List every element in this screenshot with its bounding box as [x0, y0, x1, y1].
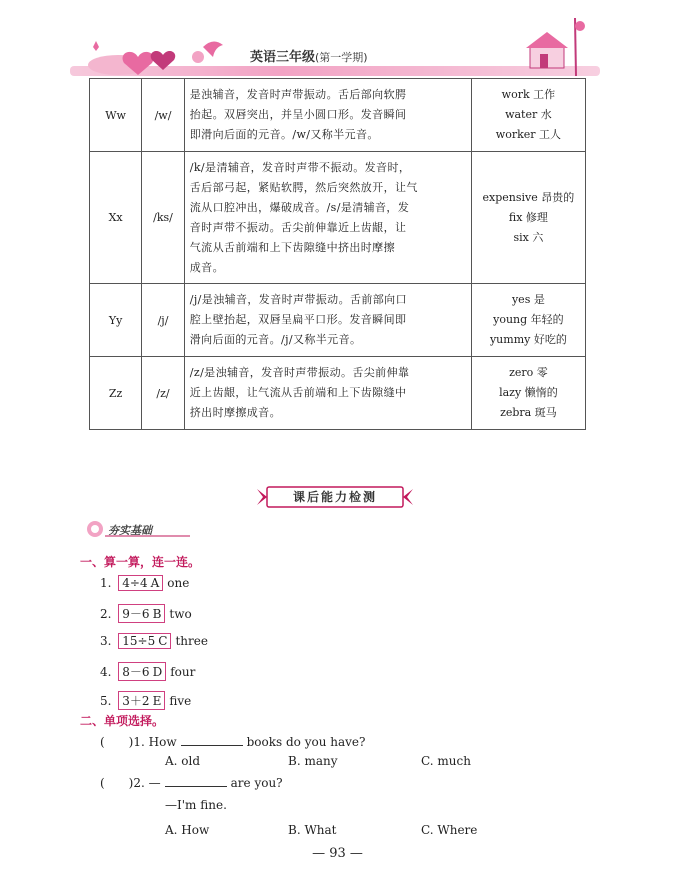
phonics-description	[184, 284, 471, 357]
match-number: 4.	[100, 665, 112, 679]
phonics-row	[90, 357, 586, 430]
question-stem	[100, 774, 283, 791]
description-line: 近上齿龈，让气流从舌前端和上下齿隙缝中	[189, 386, 407, 399]
phonics-words	[471, 284, 585, 357]
description-line: 是浊辅音，发音时声带振动。舌后部向软腭	[189, 88, 407, 101]
sub-badge-label: 夯实基础	[108, 524, 152, 537]
description-line: 音时声带不振动。舌尖前伸靠近上齿龈，让	[189, 220, 407, 234]
header-title-sub: (第一学期)	[315, 51, 368, 64]
match-word[interactable]: four	[170, 665, 196, 679]
match-expression: 15÷5	[122, 634, 156, 648]
phonics-letter: Zz	[90, 357, 142, 430]
match-number: 3.	[100, 634, 112, 648]
answer-blank[interactable]	[165, 776, 227, 787]
phonics-words	[471, 357, 585, 430]
phonics-description	[184, 79, 471, 152]
phonics-row	[90, 79, 586, 152]
phonics-letter: Xx	[90, 152, 142, 284]
description-line: 抬起。双唇突出，并呈小圆口形。发音瞬间	[189, 108, 407, 121]
header-house-illustration	[520, 18, 600, 76]
match-expression-box[interactable]	[118, 633, 171, 649]
match-word[interactable]: five	[169, 694, 192, 708]
match-expression: 3＋2	[122, 694, 150, 708]
match-word[interactable]: one	[167, 576, 190, 590]
example-word: young 年轻的	[493, 313, 564, 326]
match-expression-box[interactable]	[118, 604, 165, 623]
question-text-before: 1. How	[133, 735, 177, 749]
question-text-before: 2. —	[133, 776, 161, 790]
answer-option[interactable]: A. How	[165, 823, 210, 837]
answer-paren[interactable]: ( )	[100, 735, 134, 749]
example-word: zero 零	[509, 366, 548, 379]
description-line: /k/是清辅音，发音时声带不振动。发音时，	[189, 160, 411, 174]
match-row	[100, 633, 208, 649]
question-stem	[100, 733, 365, 750]
header-title-main: 英语三年级	[250, 50, 316, 65]
phonics-row	[90, 284, 586, 357]
match-expression: 9－6	[122, 607, 150, 621]
phonics-table	[89, 78, 586, 430]
answer-option[interactable]: C. much	[421, 754, 471, 768]
phonics-description	[184, 152, 471, 284]
match-row	[100, 575, 189, 591]
description-line: 挤出时摩擦成音。	[189, 406, 281, 419]
example-word: yummy 好吃的	[489, 333, 567, 346]
match-expression: 8－6	[122, 665, 150, 679]
match-expression: 4÷4	[122, 576, 148, 590]
phonics-ipa: /j/	[142, 284, 185, 357]
phonics-row	[90, 152, 586, 284]
description-line: 腔上壁抬起，双唇呈扁平口形。发音瞬间即	[189, 313, 407, 326]
description-line: 流从口腔冲出，爆破成音。/s/是清辅音，发	[189, 200, 410, 214]
example-word: worker 工人	[495, 128, 562, 141]
question-text-after: are you?	[230, 776, 283, 790]
example-word: water 水	[505, 108, 552, 121]
header-title	[250, 46, 368, 65]
phonics-words	[471, 79, 585, 152]
answer-option[interactable]: B. What	[288, 823, 337, 837]
description-line: 滑向后面的元音。/j/又称半元音。	[189, 333, 362, 346]
match-letter: B	[152, 607, 162, 621]
answer-option[interactable]: C. Where	[421, 823, 478, 837]
example-word: zebra 斑马	[500, 406, 557, 419]
match-number: 5.	[100, 694, 112, 708]
example-word: fix 修理	[508, 210, 548, 224]
match-letter: A	[150, 576, 160, 590]
description-line: 即滑向后面的元音。/w/又称半元音。	[189, 128, 379, 141]
phonics-words	[471, 152, 585, 284]
match-row	[100, 662, 195, 681]
match-word[interactable]: two	[169, 607, 192, 621]
match-number: 2.	[100, 607, 112, 621]
description-line: 成音。	[189, 260, 224, 274]
match-letter: D	[152, 665, 163, 679]
page-number: — 93 —	[312, 846, 363, 861]
header-hearts-illustration	[78, 35, 248, 75]
example-word: expensive 昂贵的	[482, 190, 575, 204]
match-number: 1.	[100, 576, 112, 590]
answer-blank[interactable]	[181, 735, 243, 746]
phonics-description	[184, 357, 471, 430]
match-row	[100, 691, 191, 710]
answer-paren[interactable]: ( )	[100, 776, 134, 790]
match-letter: E	[152, 694, 162, 708]
match-letter: C	[158, 634, 168, 648]
match-expression-box[interactable]	[118, 575, 163, 591]
example-word: lazy 懒惰的	[499, 386, 558, 399]
example-word: six 六	[513, 230, 544, 244]
answer-option[interactable]: B. many	[288, 754, 338, 768]
part2-heading: 二、单项选择。	[80, 714, 165, 728]
description-line: 舌后部弓起，紧贴软腭，然后突然放开，让气	[189, 180, 418, 194]
description-line: /j/是浊辅音，发音时声带振动。舌前部向口	[189, 293, 407, 306]
question-text-after: books do you have?	[246, 735, 366, 749]
question-reply: —I'm fine.	[165, 798, 227, 812]
phonics-letter: Ww	[90, 79, 142, 152]
phonics-ipa: /w/	[142, 79, 185, 152]
description-line: /z/是浊辅音，发音时声带振动。舌尖前伸靠	[189, 366, 410, 379]
section-banner-title: 课后能力检测	[292, 490, 377, 504]
answer-option[interactable]: A. old	[165, 754, 201, 768]
phonics-letter: Yy	[90, 284, 142, 357]
match-expression-box[interactable]	[118, 662, 166, 681]
match-row	[100, 604, 192, 623]
match-expression-box[interactable]	[118, 691, 165, 710]
example-word: yes 是	[511, 293, 545, 306]
part1-heading: 一、算一算，连一连。	[80, 555, 201, 569]
phonics-ipa: /ks/	[142, 152, 185, 284]
phonics-ipa: /z/	[142, 357, 185, 430]
description-line: 气流从舌前端和上下齿隙缝中挤出时摩擦	[189, 240, 395, 254]
match-word[interactable]: three	[175, 634, 208, 648]
example-word: work 工作	[501, 88, 556, 101]
